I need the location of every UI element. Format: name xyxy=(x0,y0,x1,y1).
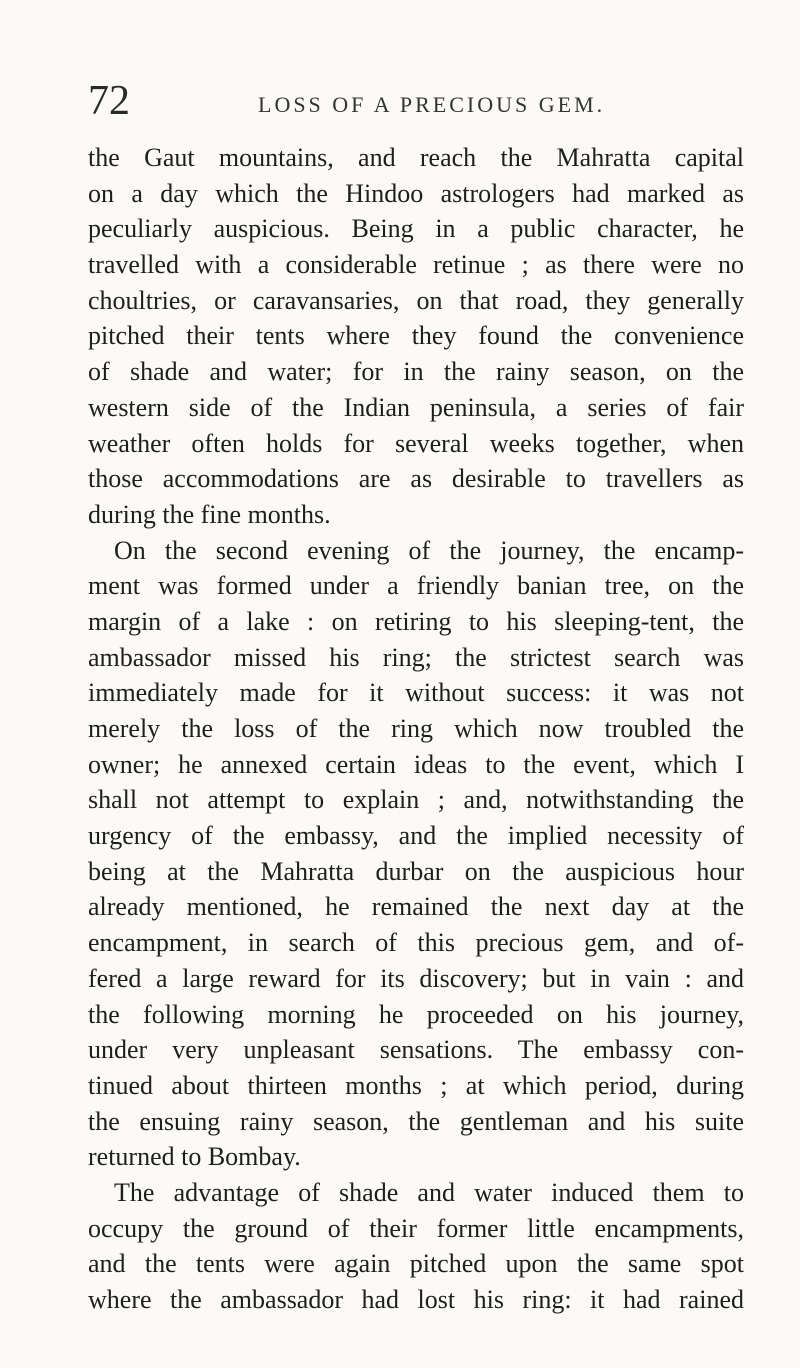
text-line: encampment, in search of this precious gem, and of- xyxy=(88,928,744,958)
text-line: peculiarly auspicious. Being in a public character, he xyxy=(88,214,744,244)
text-line: western side of the Indian peninsula, a series of fair xyxy=(88,392,744,422)
text-line: ment was formed under a friendly banian tree, on the xyxy=(88,571,744,601)
text-line: those accommodations are as desirable to travellers as xyxy=(88,464,744,494)
text-line: the Gaut mountains, and reach the Mahratta capital xyxy=(88,143,744,172)
text-line: choultries, or caravansaries, on that road, they generally xyxy=(88,285,744,315)
text-line: during the fine months. xyxy=(88,499,331,529)
text-line: where the ambassador had lost his ring: it had rained xyxy=(88,1285,744,1314)
page-header xyxy=(88,78,738,128)
text-line: ambassador missed his ring; the strictest search was xyxy=(88,642,744,672)
text-line: margin of a lake : on retiring to his sleeping-tent, the xyxy=(88,606,744,636)
text-line: shall not attempt to explain ; and, notwithstanding the xyxy=(88,785,744,815)
text-line: returned to Bombay. xyxy=(88,1142,301,1172)
text-line: weather often holds for several weeks together, when xyxy=(88,428,744,458)
text-line: already mentioned, he remained the next day at the xyxy=(88,892,744,922)
body-text xyxy=(88,140,744,1318)
text-line: on a day which the Hindoo astrologers had marked as xyxy=(88,178,744,208)
text-line: merely the loss of the ring which now troubled the xyxy=(88,714,744,743)
text-line: pitched their tents where they found the convenience xyxy=(88,321,744,351)
text-line: fered a large reward for its discovery; but in vain : and xyxy=(88,963,744,993)
text-line: On the second evening of the journey, the encamp- xyxy=(114,535,744,565)
page-number: 72 xyxy=(88,78,130,124)
text-line: the ensuing rainy season, the gentleman and his suite xyxy=(88,1106,744,1136)
text-line: of shade and water; for in the rainy season, on the xyxy=(88,357,744,387)
text-line: under very unpleasant sensations. The embassy con- xyxy=(88,1035,744,1065)
text-line: and the tents were again pitched upon the same spot xyxy=(88,1249,744,1279)
text-line: being at the Mahratta durbar on the auspicious hour xyxy=(88,856,744,886)
text-line: The advantage of shade and water induced them to xyxy=(114,1177,744,1207)
text-line: the following morning he proceeded on his journey, xyxy=(88,999,744,1029)
running-title: LOSS OF A PRECIOUS GEM. xyxy=(258,92,606,117)
text-line: urgency of the embassy, and the implied necessity of xyxy=(88,821,744,851)
text-line: immediately made for it without success: it was not xyxy=(88,678,744,708)
text-line: travelled with a considerable retinue ; as there were no xyxy=(88,250,744,280)
text-line: tinued about thirteen months ; at which period, during xyxy=(88,1070,744,1100)
text-line: occupy the ground of their former little encampments, xyxy=(88,1213,744,1243)
text-line: owner; he annexed certain ideas to the event, which I xyxy=(88,749,744,779)
